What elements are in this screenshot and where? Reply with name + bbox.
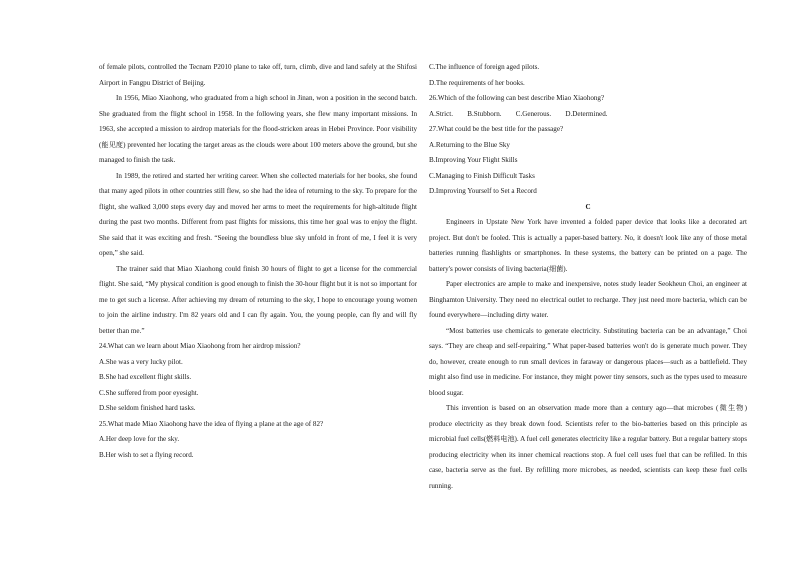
passage-paragraph: The trainer said that Miao Xiaohong could finish 30 hours of flight to get a license for the commercial flight. She said, “My physical condition is good enough to finish the 30-hour flight but it is not so important for me to get such a license. After achieving my dream of returning to the sky, I hope to encourage young women to join the airline industry. I'm 82 years old and I can fly again. You, the young people, can fly and will fly better than me.” [99,264,417,335]
passage-paragraph: This invention is based on an observation made more than a century ago—that microbes (微生物) produce electricity as they break down food. Scientists refer to the bio-batteries based on this principle as microbial fuel cells(燃料电池). A fuel cell generates electricity like a regular battery. But a regular battery stops producing electricity when its inner chemical reactions stop. A fuel cell uses fuel that can be refilled. In this case, bacteria serve as the fuel. By refilling more microbes, as needed, scientists can keep these fuel cells running. [429,404,747,490]
passage-paragraph: Engineers in Upstate New York have invented a folded paper device that looks like a decorated art project. But don't be fooled. This is actually a paper-based battery. No, it doesn't look like any of those metal batteries running flashlights or smartphones. In these systems, the battery can be printed on a page. The battery's power consists of living bacteria(细菌). [429,218,747,273]
option: A.Her deep love for the sky. [99,435,180,443]
option: C.Generous. [515,109,552,118]
passage-paragraph: In 1956, Miao Xiaohong, who graduated from a high school in Jinan, won a position in the second batch. She graduated from the flight school in 1958. In the following years, she flew many important missions. In 1963, she accepted a mission to airdrop materials for the flood-stricken areas in Hebei Province. Poor visibility (能见度) prevented her locating the target areas as the clouds were about 100 meters above the ground, but she managed to finish the task. [99,94,417,164]
passage-paragraph: of female pilots, controlled the Tecnam P2010 plane to take off, turn, climb, dive and land safely at the Shifosi Airport in Fangpu District of Beijing. [99,63,417,87]
option: B.Stubborn. [467,109,502,118]
options-row [429,107,747,123]
option: D.Determined. [565,109,608,118]
option: D.The requirements of her books. [429,78,525,87]
right-column [429,60,747,494]
option: C.Managing to Finish Difficult Tasks [429,171,535,180]
passage-paragraph: Paper electronics are ample to make and inexpensive, notes study leader Seokheun Choi, an engineer at Binghamton University. They need no electrical outlet to recharge. They just need more bacteria, which can be found everywhere—including dirty water. [429,280,747,319]
question-27: 27.What could be the best title for the passage? [429,125,564,133]
option: B.Improving Your Flight Skills [429,156,518,164]
option: C.The influence of foreign aged pilots. [429,63,540,71]
question-26: 26.Which of the following can best describe Miao Xiaohong? [429,94,605,102]
option: B.Her wish to set a flying record. [99,450,194,459]
option: A.Strict. [429,109,454,118]
left-column [99,60,417,463]
option: D.Improving Yourself to Set a Record [429,187,537,195]
section-heading: C [585,202,591,211]
option: D.She seldom finished hard tasks. [99,404,196,412]
question-24: 24.What can we learn about Miao Xiaohong from her airdrop mission? [99,342,301,350]
option: A.Returning to the Blue Sky [429,140,510,149]
question-25: 25.What made Miao Xiaohong have the idea of flying a plane at the age of 82? [99,419,324,428]
option: C.She suffered from poor eyesight. [99,388,199,397]
passage-paragraph: In 1989, the retired and started her writing career. When she collected materials for her books, she found that many aged pilots in other countries still flew, so she had the idea of returning to the sky. To prepare for the flight, she walked 3,000 steps every day and moved her arms to meet the requirements for high-altitude flight during the past two months. Different from past flights for missions, this time her goal was to enjoy the flight. She said that it was exciting and fresh. “Seeing the boundless blue sky unfold in front of me, I feel it is very open,” she said. [99,171,417,257]
option: B.She had excellent flight skills. [99,373,192,381]
passage-paragraph: “Most batteries use chemicals to generate electricity. Substituting bacteria can be an advantage,” Choi says. “They are cheap and self-repairing.” What paper-based batteries won't do is generate much power. They do, however, create enough to run small devices in faraway or dangerous places—such as a battlefield. They might also find use in medicine. For instance, they might power tiny sensors, such as the types used to measure blood sugar. [429,326,747,397]
option: A.She was a very lucky pilot. [99,357,183,366]
